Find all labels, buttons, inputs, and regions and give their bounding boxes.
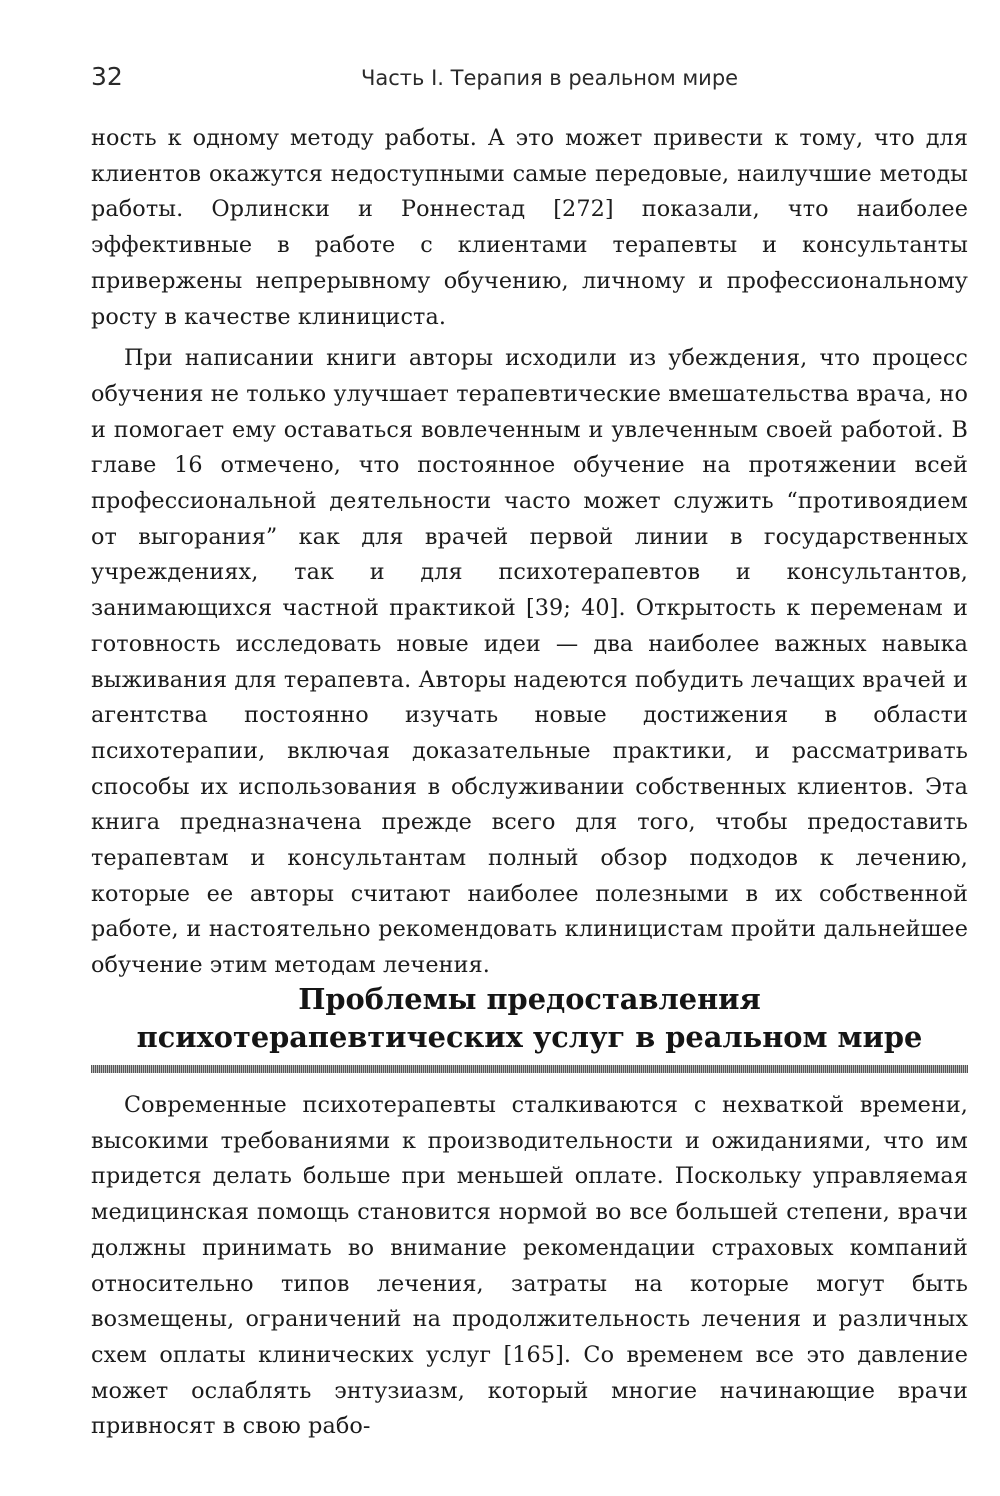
heading-underline-rule	[91, 1065, 968, 1073]
page-number: 32	[91, 62, 123, 91]
running-title: Часть I. Терапия в реальном мире	[361, 66, 739, 90]
paragraph-continued: ность к одному методу работы. А это может привести к тому, что для клиентов окажутся недоступными самые передовые, наилучшие методы работы. Орлински и Роннестад [272] показали, что наиболее эффективные в работе с клиентами терапевты и консультанты привержены непрерывному обучению, личному и профессиональному росту в качестве клинициста.	[91, 125, 968, 330]
paragraph: При написании книги авторы исходили из убеждения, что процесс обучения не только улучшает терапевтические вмешательства врача, но и помогает ему оставаться вовлеченным и увлеченным своей работой. В главе 16 отмечено, что постоянное обучение на протяжении всей профессиональной деятельности часто может служить “противоядием от выгорания” как для врачей первой линии в государственных учреждениях, так и для психотерапевтов и консультантов, занимающихся частной практикой [39; 40]. Открытость к переменам и готовность исследовать новые идеи — два наиболее важных навыка выживания для терапевта. Авторы надеются побудить лечащих врачей и агентства постоянно изучать новые достижения в области психотерапии, включая доказательные практики, и рассматривать способы их использования в обслуживании собственных клиентов. Эта книга предназначена прежде всего для того, чтобы предоставить терапевтам и консультантам полный обзор подходов к лечению, которые ее авторы считают наиболее полезными в их собственной работе, и настоятельно рекомендовать клиницистам пройти дальнейшее обучение этим методам лечения.	[91, 345, 968, 979]
running-head	[91, 62, 968, 102]
section-heading	[91, 980, 968, 1056]
section-heading-line-2: психотерапевтических услуг в реальном мире	[136, 1020, 923, 1054]
section-body-text	[91, 1088, 968, 1445]
section-paragraph: Современные психотерапевты сталкиваются с нехваткой времени, высокими требованиями к производительности и ожиданиями, что им придется делать больше при меньшей оплате. Поскольку управляемая медицинская помощь становится нормой во все большей степени, врачи должны принимать во внимание рекомендации страховых компаний относительно типов лечения, затраты на которые могут быть возмещены, ограничений на продолжительность лечения и различных схем оплаты клинических услуг [165]. Со временем все это давление может ослаблять энтузиазм, который многие начинающие врачи привносят в свою рабо-	[91, 1092, 968, 1440]
section-heading-line-1: Проблемы предоставления	[298, 982, 761, 1016]
body-text	[91, 121, 968, 984]
